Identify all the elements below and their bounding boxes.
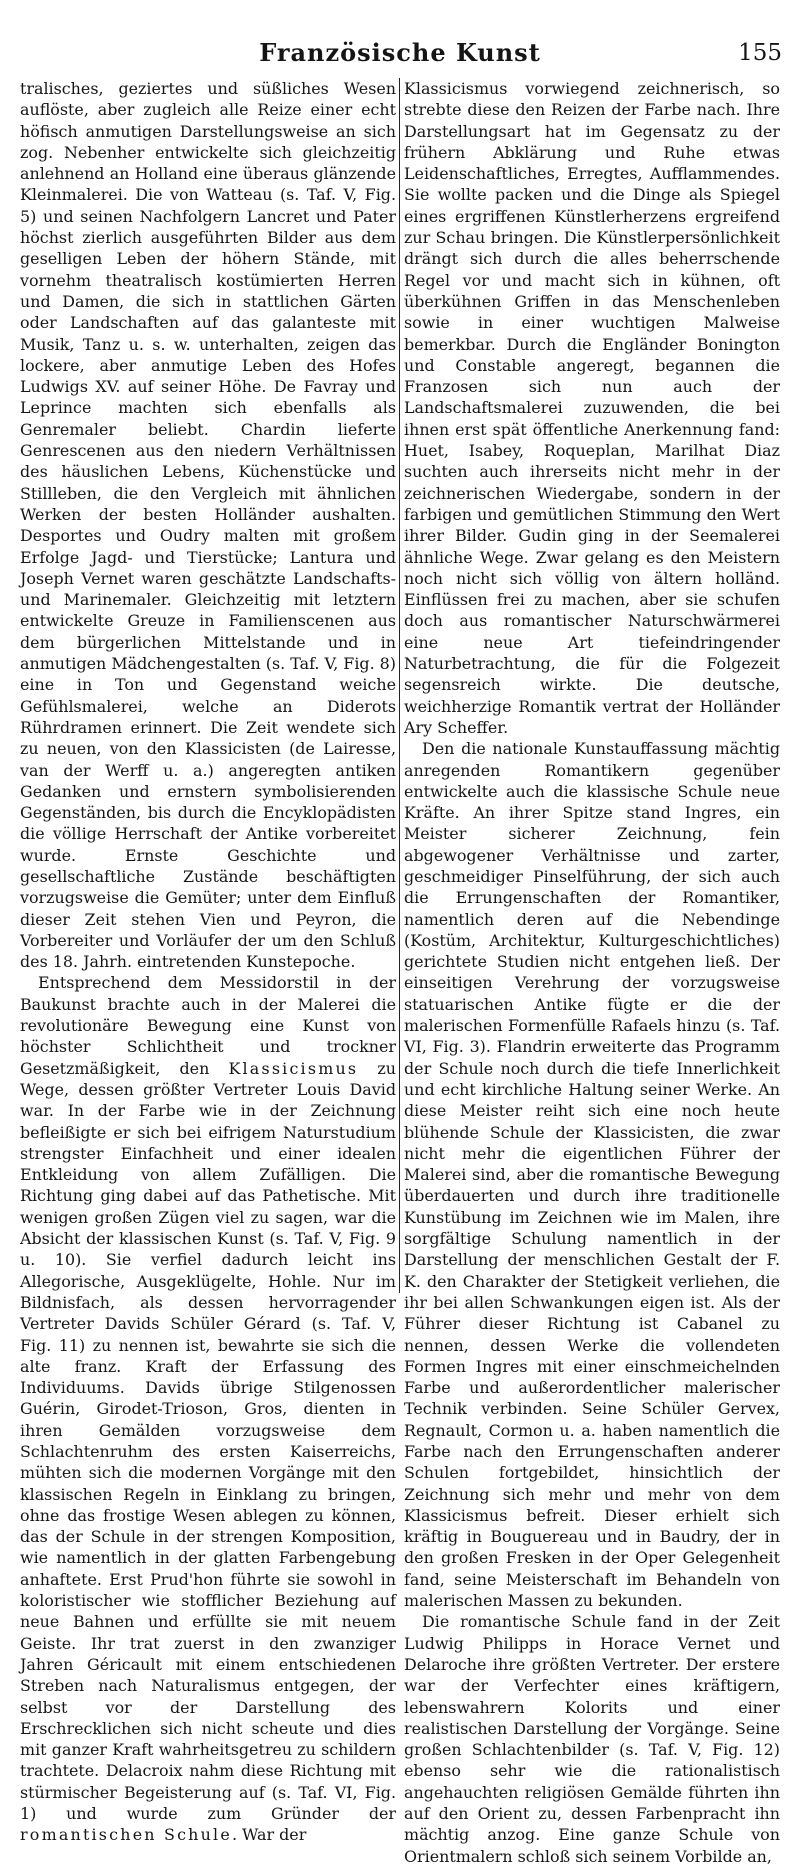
column-divider — [399, 78, 400, 1293]
left-column — [20, 78, 396, 1846]
text-run: Den die nationale Kunstauffassung mächtig anregenden Romantikern gegenüber entwickelte auch die klassische Schule neue Kräfte. An ihrer Spitze stand Ingres, ein Meister sicherer Zeichnung, fein abgewogener Verhältnisse und zarter, geschmeidiger Pinselführung, der sich auch die Errungenschaften der Romantiker, namentlich deren auf die Nebendinge (Kostüm, Architektur, Kulturgeschichtliches) gerichtete Studien nicht entgehen ließ. Der einseitigen Verehrung der vorzugsweise statuarischen Antike fügte er die der malerischen Formenfülle Rafaels hinzu (s. Taf. VI, Fig. 3). Flandrin erweiterte das Programm der Schule noch durch die tiefe Innerlichkeit und echt kirchliche Haltung seiner Werke. An diese Meister reiht sich eine noch heute blühende Schule der Klassicisten, die zwar nicht mehr die eigentlichen Führer der Malerei sind, aber die romantische Bewegung überdauerten und durch ihre traditionelle Kunstübung im Zeichnen wie im Malen, ihre sorgfältige Schulung namentlich in der Darstellung der menschlichen Gestalt der F. K. den Charakter der Stetigkeit verliehen, die ihr bei allen Schwankungen eigen ist. Als der Führer dieser Richtung ist Cabanel zu nennen, dessen Werke die vollendeten Formen Ingres mit einer einschmeichelnden Farbe und außerordentlicher malerischer Technik verbinden. Seine Schüler Gervex, Regnault, Cormon u. a. haben namentlich die Farbe nach den Errungenschaften anderer Schulen fortgebildet, hinsichtlich der Zeichnung sich mehr und mehr von dem Klassicismus befreit. Dieser erhielt sich kräftig in Bouguereau und in Baudry, der in den großen Fresken in der Oper Gelegenheit fand, seine Meisterschaft im Behandeln von malerischen Massen zu bekunden. — [404, 739, 780, 1611]
page-number: 155 — [738, 40, 782, 66]
right-column — [404, 78, 780, 1867]
page-header — [18, 38, 782, 78]
paragraph — [404, 738, 780, 1611]
paragraph — [20, 78, 396, 972]
text-run: Entsprechend dem Messidorstil in der Baukunst brachte auch in der Malerei die revolutionäre Bewegung eine Kunst von höchster Schlichtheit und trockner Gesetzmäßigkeit, den — [20, 973, 396, 1078]
text-run: Die romantische Schule fand in der Zeit Ludwig Philipps in Horace Vernet und Delaroche ihre größten Vertreter. Der erstere war der Verfechter eines kräftigern, lebenswahrern Kolorits und einer realistischen Darstellung der Vorgänge. Seine großen Schlachtenbilder (s. Taf. V, Fig. 12) ebenso sehr wie die rationalistisch angehauchten religiösen Gemälde führten ihn auf den Orient zu, dessen Farbenpracht ihn mächtig anzog. Eine ganze Schule von Orientmalern schloß sich seinem Vorbilde an, — [404, 1612, 780, 1866]
paragraph — [404, 1611, 780, 1867]
paragraph — [20, 972, 396, 1845]
text-run: zu Wege, dessen größter Vertreter Louis David war. In der Farbe wie in der Zeichnung befleißigte er sich bei eifrigem Naturstudium strengster Einfachheit und einer idealen Entkleidung von allem Zufälligen. Die Richtung ging dabei auf das Pathetische. Mit wenigen großen Zügen viel zu sagen, war die Absicht der klassischen Kunst (s. Taf. V, Fig. 9 u. 10). Sie verfiel dadurch leicht ins Allegorische, Ausgeklügelte, Hohle. Nur im Bildnisfach, als dessen hervorragender Vertreter Davids Schüler Gérard (s. Taf. V, Fig. 11) zu nennen ist, bewahrte sie sich die alte franz. Kraft der Erfassung des Individuums. Davids übrige Stilgenossen Guérin, Girodet-Trioson, Gros, dienten in ihren Gemälden vorzugsweise dem Schlachtenruhm des ersten Kaiserreichs, mühten sich die modernen Vorgänge mit den klassischen Regeln in Einklang zu bringen, ohne das frostige Wesen ablegen zu können, das der Schule in der strengen Komposition, wie namentlich in der glatten Farbengebung anhaftete. Erst Prud'hon führte sie sowohl in koloristischer wie stofflicher Beziehung auf neue Bahnen und erfüllte sie mit neuem Geiste. Ihr trat zuerst in den zwanziger Jahren Géricault mit einem entschiedenen Streben nach Naturalismus entgegen, der selbst vor der Darstellung des Erschrecklichen sich nicht scheute und dies mit ganzer Kraft wahrheitsgetreu zu schildern trachtete. Delacroix nahm diese Richtung mit stürmischer Begeisterung auf (s. Taf. VI, Fig. 1) und wurde zum Gründer der — [20, 1058, 396, 1824]
text-run: . War der — [231, 1825, 307, 1845]
emphasized-term: romantischen Schule — [20, 1825, 232, 1845]
emphasized-term: Klassicismus — [228, 1058, 359, 1078]
paragraph — [404, 78, 780, 738]
text-run: tralisches, geziertes und süßliches Wesen auflöste, aber zugleich alle Reize einer echt höfisch anmutigen Darstellungsweise an sich zog. Nebenher entwickelte sich gleichzeitig anlehnend an Holland eine überaus glänzende Kleinmalerei. Die von Watteau (s. Taf. V, Fig. 5) und seinen Nachfolgern Lancret und Pater höchst zierlich ausgeführten Bilder aus dem geselligen Leben der höhern Stände, mit vornehm theatralisch kostümierten Herren und Damen, die sich in stattlichen Gärten oder Landschaften auf das galanteste mit Musik, Tanz u. s. w. unterhalten, zeigen das lockere, aber anmutige Leben des Hofes Ludwigs XV. auf seiner Höhe. De Favray und Leprince machten sich ebenfalls als Genremaler beliebt. Chardin lieferte Genrescenen aus den niedern Verhältnissen des häuslichen Lebens, Küchenstücke und Stillleben, die den Vergleich mit ähnlichen Werken der besten Holländer aushalten. Desportes und Oudry malten mit großem Erfolge Jagd- und Tierstücke; Lantura und Joseph Vernet waren geschätzte Landschafts- und Marinemaler. Gleichzeitig mit letztern entwickelte Greuze in Familienscenen aus dem bürgerlichen Mittelstande und in anmutigen Mädchengestalten (s. Taf. V, Fig. 8) eine in Ton und Gegenstand weiche Gefühlsmalerei, welche an Diderots Rührdramen erinnert. Die Zeit wendete sich zu neuen, von den Klassicisten (de Lairesse, van der Werff u. a.) angeregten antiken Gedanken und ernstern symbolisierenden Gegenständen, bis durch die Encyklopädisten die völlige Herrschaft der Antike vorbereitet wurde. Ernste Geschichte und gesellschaftliche Zustände beschäftigten vorzugsweise die Gemüter; unter dem Einfluß dieser Zeit stehen Vien und Peyron, die Vorbereiter und Vorläufer der um den Schluß des 18. Jahrh. eintretenden Kunstepoche. — [20, 79, 396, 972]
running-title: Französische Kunst — [259, 38, 541, 67]
text-run: Klassicismus vorwiegend zeichnerisch, so strebte diese den Reizen der Farbe nach. Ihre Darstellungsart hat im Gegensatz zu der frühern Abklärung und Ruhe etwas Leidenschaftliches, Erregtes, Aufflammendes. Sie wollte packen und die Dinge als Spiegel eines ergriffenen Künstlerherzens ergreifend zur Schau bringen. Die Künstlerpersönlichkeit drängt sich durch die alles beherrschende Regel vor und macht sich in kühnen, oft überkühnen Griffen in das Menschenleben sowie in einer wuchtigen Malweise bemerkbar. Durch die Engländer Bonington und Constable angeregt, begannen die Franzosen sich nun auch der Landschaftsmalerei zuzuwenden, die bei ihnen erst spät öffentliche Anerkennung fand: Huet, Isabey, Roqueplan, Marilhat Diaz suchten auch ihrerseits nicht mehr in der zeichnerischen Wiedergabe, sondern in der farbigen und gemütlichen Stimmung den Wert ihrer Bilder. Gudin ging in der Seemalerei ähnliche Wege. Zwar gelang es den Meistern noch nicht sich völlig von ältern holländ. Einflüssen frei zu machen, aber sie schufen doch aus romantischer Naturschwärmerei eine neue Art tiefeindringender Naturbetrachtung, die für die Folgezeit segensreich wirkte. Die deutsche, weichherzige Romantik vertrat der Holländer Ary Scheffer. — [404, 79, 780, 737]
